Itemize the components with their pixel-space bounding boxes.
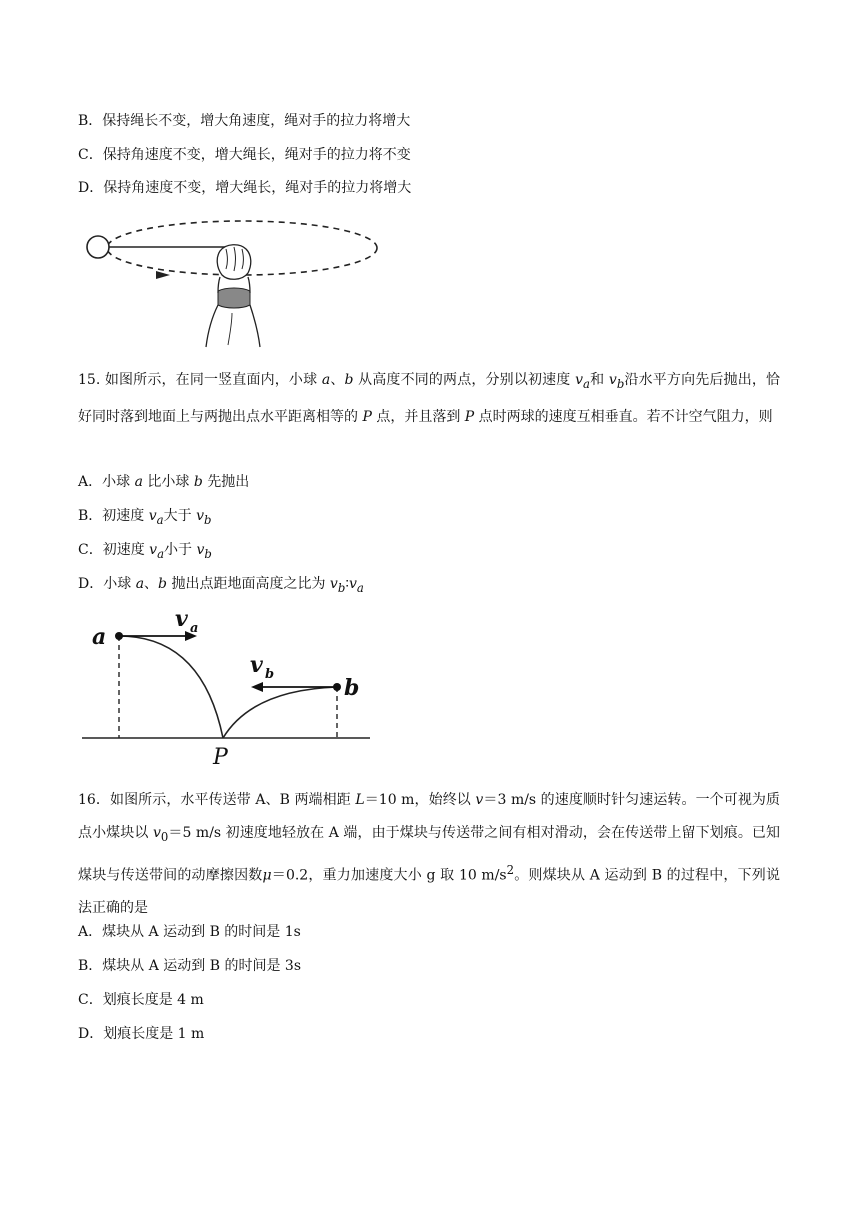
q15-stem-p4: 点，并且落到 [371,408,465,425]
q16-option-b: B．煤块从 A 运动到 B 的时间是 3s [78,958,302,974]
q15-v-b: v [608,372,617,388]
q15-option-b-v1-sub: a [156,512,164,527]
q15-option-a-post: 先抛出 [202,474,250,490]
q16-option-d: D．划痕长度是 1 m [78,1026,205,1042]
q15-option-c-mid: 小于 [164,542,197,558]
q16-option-c: C．划痕长度是 4 m [78,992,204,1008]
q15-v-a: v [575,372,583,388]
fig-label-p: P [213,745,228,768]
q16-v0: v [152,825,161,841]
fig-label-vb: v [250,652,263,678]
q15-option-a [78,472,249,492]
fig-label-va-sub: a [190,621,199,636]
q15-option-c [78,540,212,564]
q14-option-d: D．保持角速度不变，增大绳长，绳对手的拉力将增大 [78,180,412,196]
q14-option-b: B．保持绳长不变，增大角速度，绳对手的拉力将增大 [78,113,411,129]
q15-option-d-ball-a: a [135,576,145,592]
q15-stem-p5: 点时两球的速度互相垂直。若不计空气阻力，则 [474,408,773,425]
q15-stem [78,364,780,434]
q15-option-b [78,506,211,530]
q15-option-b-v2: v [196,508,204,524]
q16-stem-p3: ＝3 m/s 的速度顺时针匀速运转。一个可视为质点小煤块以 [78,792,781,841]
q15-option-b-pre: B．初速度 [78,508,149,524]
q15-ball-b: b [344,372,354,388]
q15-option-c-v1: v [149,542,158,558]
q15-point-p2: P [464,408,475,425]
fig-label-a: a [92,624,107,650]
q15-option-c-v1-sub: a [157,546,165,561]
q15-v-b-sub: b [616,376,625,391]
q15-option-d-mid: 抛出点距地面高度之比为 [167,576,330,592]
q15-v-a-sub: a [583,376,590,391]
q15-option-d-sep: 、 [144,576,159,592]
q15-option-d-v2-sub: a [356,580,364,595]
q15-ball-a: a [321,372,331,388]
q15-option-c-v2-sub: b [204,546,212,561]
q16-option-a: A．煤块从 A 运动到 B 的时间是 1s [78,924,301,940]
fig-label-b: b [344,675,360,701]
q15-option-d [78,574,364,598]
q15-option-b-v2-sub: b [204,512,212,527]
fig-label-va: v [175,606,188,632]
q15-option-a-pre: A．小球 [78,474,135,490]
q15-option-d-v1: v [329,576,338,592]
q16-stem [78,784,780,925]
q16-sup2: 2 [506,862,515,877]
q15-option-d-pre: D．小球 [78,576,136,592]
q15-option-c-v2: v [196,542,205,558]
q16-v: v [475,792,484,808]
q15-option-a-ball-b: b [193,474,203,490]
hand-swinging-ball-figure [82,205,392,350]
q15-stem-p3: 沿水平方向先后抛出，恰好同时落到地面上与两抛出点水平距离相等的 [78,372,781,425]
q15-option-b-mid: 大于 [163,508,197,524]
q16-L: L [355,792,365,808]
q15-option-c-pre: C．初速度 [78,542,150,558]
q14-option-c: C．保持角速度不变，增大绳长，绳对手的拉力将不变 [78,147,411,163]
q16-v0-sub: 0 [160,829,169,844]
q15-stem-p1: 15. 如图所示，在同一竖直面内，小球 [78,372,322,388]
q16-stem-p5: ＝0.2，重力加速度大小 g 取 10 m/s [271,867,507,884]
q15-option-b-v1: v [148,508,157,524]
q16-stem-p4: ＝5 m/s 初速度地轻放在 A 端，由于煤块与传送带之间有相对滑动，会在传送带上留下划痕。已知煤块与传送带间的动摩擦因数 [78,825,780,884]
q15-option-a-mid: 比小球 [142,474,194,490]
q15-sep: 、 [330,372,345,388]
q15-option-d-v1-sub: b [337,580,346,595]
q15-point-p: P [362,408,372,425]
projectile-figure [82,604,382,768]
q15-option-a-ball-a: a [134,474,143,490]
q16-stem-p1: 16．如图所示，水平传送带 A、B 两端相距 [78,792,356,808]
q16-stem-p6: 。则煤块从 A 运动到 B 的过程中，下列说法正确的是 [78,867,780,917]
q15-option-d-ball-b: b [158,576,168,592]
q16-stem-p2: ＝10 m，始终以 [364,792,476,808]
fig-label-vb-sub: b [265,667,275,682]
q15-option-d-ratio: ∶ [345,576,349,592]
q16-mu: μ [262,867,272,884]
q15-and: 和 [589,372,609,388]
q15-option-d-v2: v [348,576,357,592]
q15-stem-p2: 从高度不同的两点，分别以初速度 [353,372,576,388]
